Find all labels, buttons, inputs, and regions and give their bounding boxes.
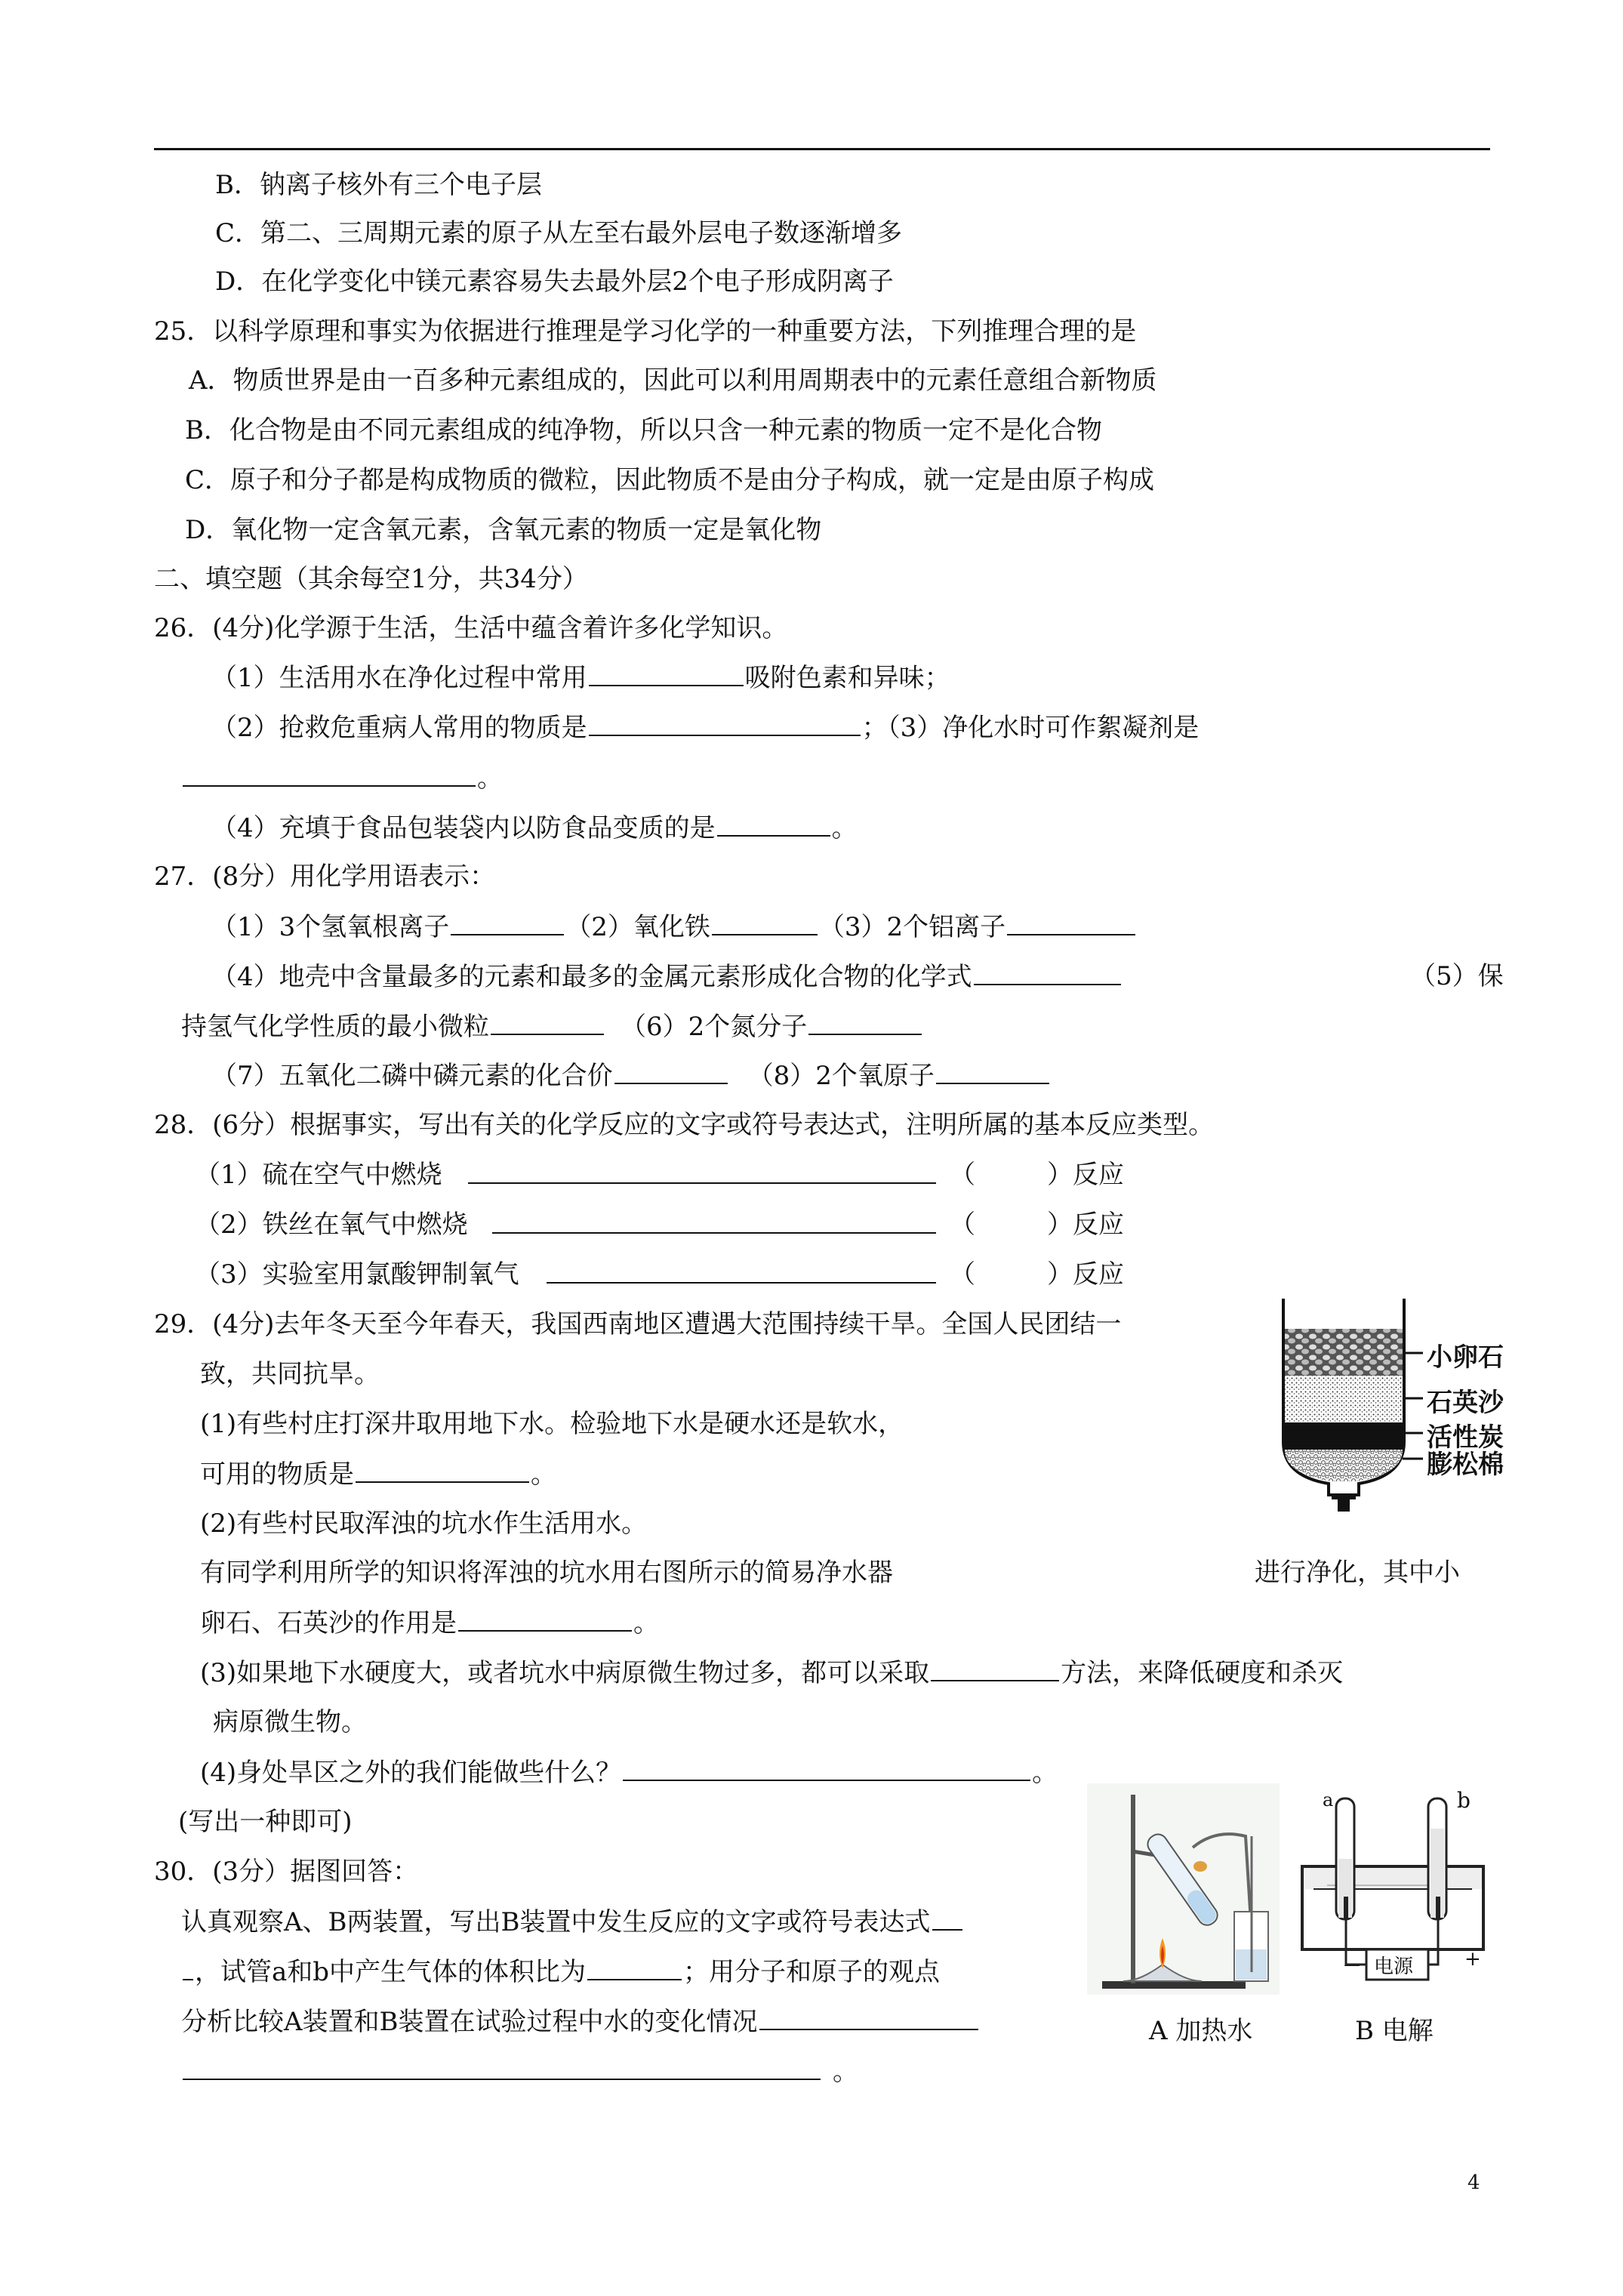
page-number: 4 (1467, 2171, 1480, 2194)
question-28: 28．(6分）根据事实，写出有关的化学反应的文字或符号表达式，注明所属的基本反应类型。 (154, 1110, 1215, 1140)
q28-part1-type: （ ）反应 (950, 1160, 1124, 1190)
q30-line2: ，试管a和b中产生气体的体积比为 ；用分子和原子的观点 (181, 1956, 940, 1987)
q28-part2-blank (491, 1210, 938, 1240)
filter-label-pebbles: 小卵石 (1427, 1342, 1504, 1373)
q28-part2: （2）铁丝在氧气中燃烧 (195, 1210, 468, 1240)
answer-blank[interactable] (589, 712, 861, 736)
heating-water-apparatus (1087, 1783, 1495, 1995)
q30-line1: 认真观察A、B两装置，写出B装置中发生反应的文字或符号表达式 (181, 1906, 964, 1937)
q27-row1: （1）3个氢氧根离子 （2）氧化铁 （3）2个铝离子 (211, 911, 1137, 942)
answer-blank[interactable] (717, 812, 830, 837)
answer-blank[interactable] (589, 662, 744, 686)
answer-blank[interactable] (587, 1956, 682, 1980)
answer-blank[interactable] (183, 1956, 193, 1980)
q28-part3: （3）实验室用氯酸钾制氧气 (195, 1259, 519, 1290)
header-rule (154, 148, 1490, 150)
figure-a-caption: A 加热水 (1149, 2016, 1253, 2046)
answer-blank[interactable] (458, 1607, 632, 1632)
answer-blank[interactable] (492, 1210, 936, 1234)
positive-terminal: + (1464, 1948, 1481, 1971)
q28-part2-type: （ ）反应 (950, 1210, 1124, 1240)
option-b-line: B．钠离子核外有三个电子层 (215, 170, 542, 200)
figure-b-caption: B 电解 (1355, 2016, 1434, 2046)
q29-part1-answer: 可用的物质是 。 (200, 1459, 556, 1490)
answer-blank[interactable] (547, 1259, 936, 1284)
power-source-label: 电源 (1374, 1955, 1414, 1978)
question-25: 25．以科学原理和事实为依据进行推理是学习化学的一种重要方法，下列推理合理的是 (154, 316, 1137, 347)
section-heading: 二、填空题（其余每空1分，共34分） (154, 564, 588, 594)
q29-note: (写出一种即可) (178, 1807, 353, 1837)
q25-option-a: A．物质世界是由一百多种元素组成的，因此可以利用周期表中的元素任意组合新物质 (189, 365, 1157, 396)
q28-part3-type: （ ）反应 (950, 1259, 1124, 1290)
option-d-line: D．在化学变化中镁元素容易失去最外层2个电子形成阴离子 (215, 267, 894, 297)
filter-label-quartz-sand: 石英沙 (1427, 1388, 1504, 1418)
q29-part3: (3)如果地下水硬度大，或者坑水中病原微生物过多，都可以采取 方法，来降低硬度和杀灭 (200, 1658, 1344, 1688)
answer-blank[interactable] (491, 1011, 604, 1035)
q26-part3: 。 (181, 763, 503, 794)
answer-blank[interactable] (468, 1160, 936, 1184)
q27-row3: 持氢气化学性质的最小微粒 （6）2个氮分子 (181, 1011, 923, 1042)
water-filter-figure (1268, 1291, 1525, 1518)
q29-part2: (2)有些村民取浑浊的坑水作生活用水。 (200, 1509, 648, 1539)
answer-blank[interactable] (932, 1906, 962, 1931)
option-c-line: C．第二、三周期元素的原子从左至右最外层电子数逐渐增多 (215, 218, 903, 248)
answer-blank[interactable] (974, 961, 1121, 985)
q29-line2: 致，共同抗旱。 (200, 1359, 380, 1389)
q29-part3-line2: 病原微生物。 (213, 1707, 367, 1737)
q26-part2: （2）抢救危重病人常用的物质是 ；（3）净化水时可作絮凝剂是 (211, 713, 1200, 743)
q29-part2-line2: 有同学利用所学的知识将浑浊的坑水用右图所示的简易净水器 (200, 1558, 893, 1588)
q28-part3-blank (545, 1259, 938, 1290)
q29-part4: (4)身处旱区之外的我们能做些什么？ 。 (200, 1758, 1058, 1788)
q28-part1: （1）硫在空气中燃烧 (195, 1160, 442, 1190)
answer-blank[interactable] (931, 1657, 1059, 1681)
q29-part1: (1)有些村庄打深井取用地下水。检验地下水是硬水还是软水， (200, 1409, 904, 1439)
q29-part2-line2-continued: 进行净化，其中小 (1255, 1558, 1460, 1588)
answer-blank[interactable] (623, 1757, 1030, 1781)
answer-blank[interactable] (936, 1060, 1049, 1084)
q27-row4: （7）五氧化二磷中磷元素的化合价 （8）2个氧原子 (211, 1060, 1051, 1091)
answer-blank[interactable] (808, 1011, 922, 1035)
answer-blank[interactable] (1007, 911, 1135, 935)
answer-blank[interactable] (183, 763, 476, 787)
negative-terminal: － (1342, 1955, 1363, 1978)
q26-part4: （4）充填于食品包装袋内以防食品变质的是 。 (211, 813, 858, 843)
experiment-figure (1087, 1783, 1495, 2048)
answer-blank[interactable] (759, 2006, 978, 2030)
question-27: 27．(8分）用化学用语表示： (154, 861, 496, 892)
tube-a-label: a (1323, 1789, 1334, 1811)
answer-blank[interactable] (451, 911, 564, 935)
tube-b-label: b (1457, 1788, 1471, 1813)
q29-part2-answer: 卵石、石英沙的作用是 。 (200, 1608, 659, 1638)
answer-blank[interactable] (614, 1060, 728, 1084)
q25-option-b: B．化合物是由不同元素组成的纯净物，所以只含一种元素的物质一定不是化合物 (185, 415, 1102, 445)
answer-blank[interactable] (712, 911, 818, 935)
q27-row2-continued: （5）保 (1410, 961, 1504, 991)
q26-part1: （1）生活用水在净化过程中常用 吸附色素和异味； (211, 663, 950, 693)
q30-line3: 分析比较A装置和B装置在试验过程中水的变化情况 (181, 2006, 980, 2037)
q25-option-d: D．氧化物一定含氧元素，含氧元素的物质一定是氧化物 (185, 515, 822, 545)
filter-label-activated-carbon: 活性炭 (1427, 1422, 1504, 1453)
q25-option-c: C．原子和分子都是构成物质的微粒，因此物质不是由分子构成，就一定是由原子构成 (185, 465, 1155, 495)
question-30: 30．(3分）据图回答： (154, 1857, 419, 1887)
question-26: 26．(4分)化学源于生活，生活中蕴含着许多化学知识。 (154, 613, 788, 643)
filter-label-cotton: 膨松棉 (1427, 1450, 1504, 1480)
answer-blank[interactable] (183, 2056, 821, 2080)
answer-blank[interactable] (356, 1459, 529, 1483)
question-29: 29．(4分)去年冬天至今年春天，我国西南地区遭遇大范围持续干旱。全国人民团结一 (154, 1309, 1122, 1339)
q28-part1-blank (467, 1160, 938, 1191)
q27-row2: （4）地壳中含量最多的元素和最多的金属元素形成化合物的化学式 (211, 961, 1123, 992)
q30-line4: 。 (181, 2056, 858, 2087)
